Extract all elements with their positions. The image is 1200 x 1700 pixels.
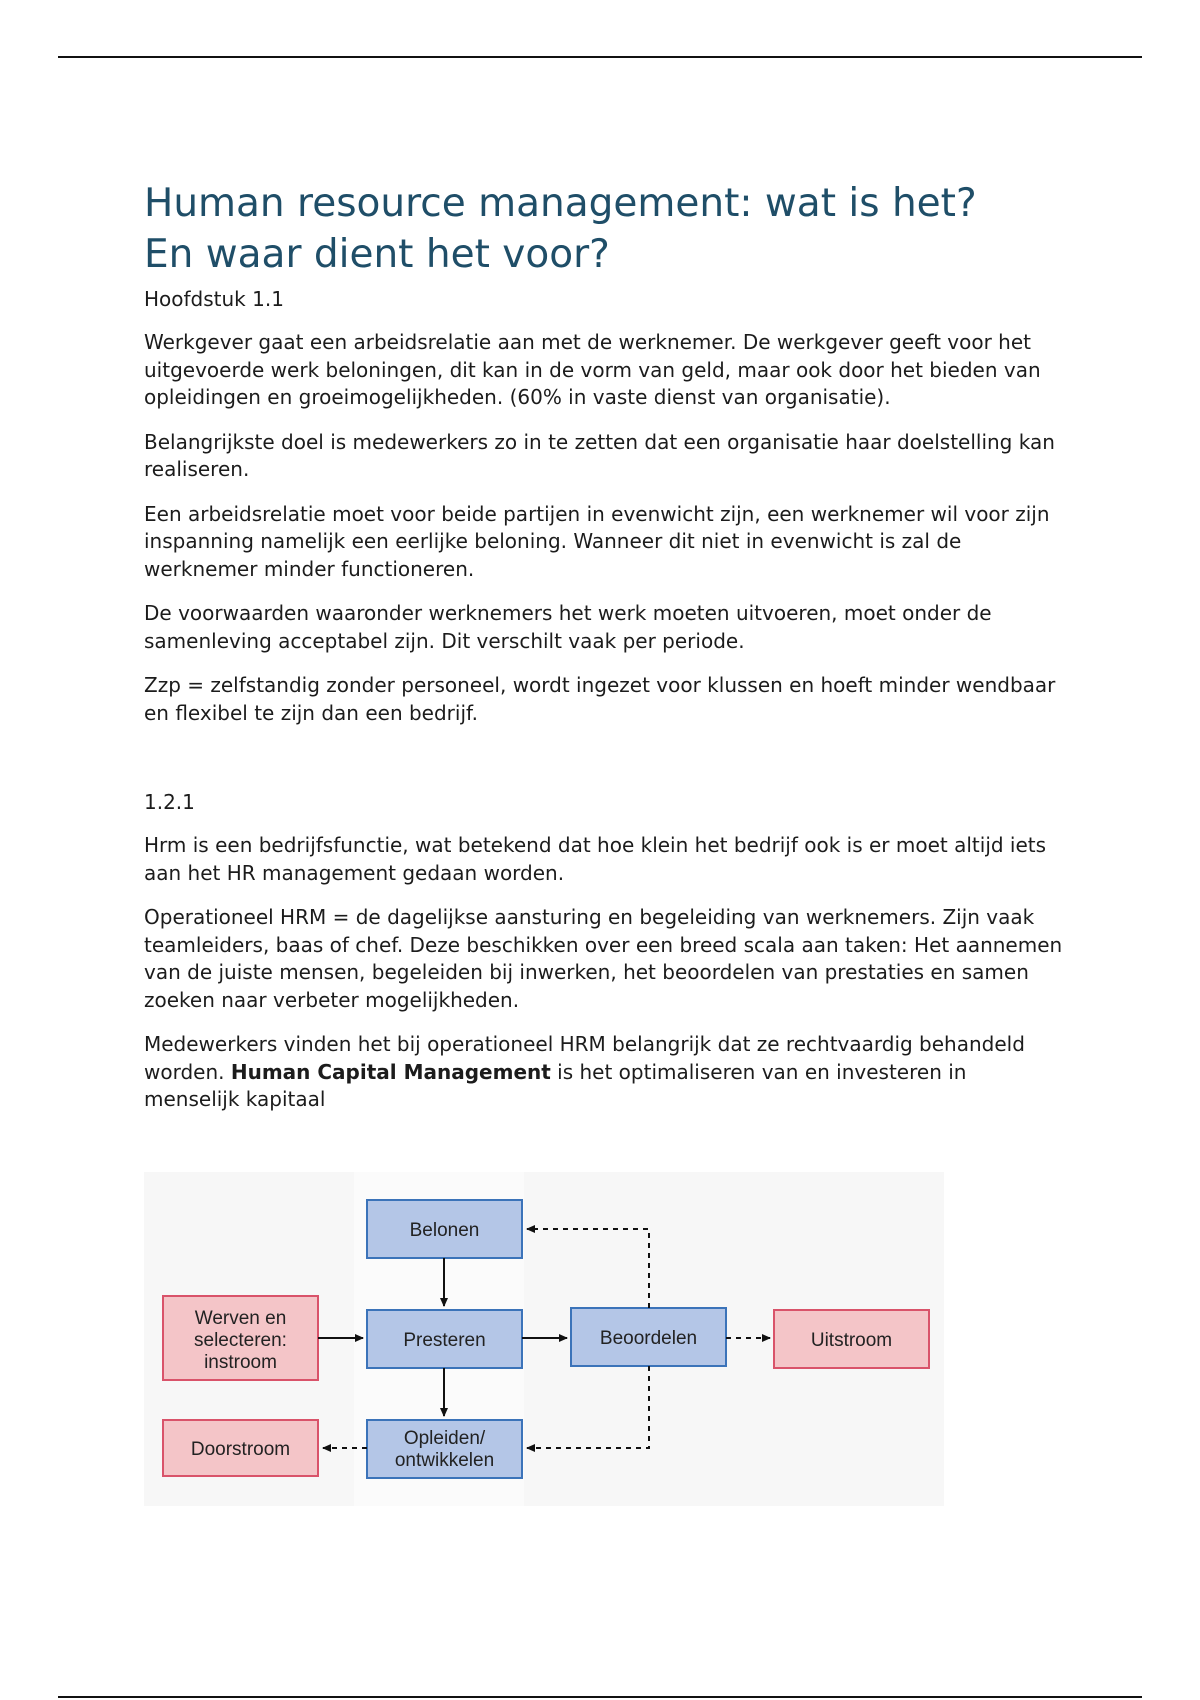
paragraph: Een arbeidsrelatie moet voor beide partijen in evenwicht zijn, een werknemer wil voor zijn inspanning namelijk een eerlijke beloning. Wanneer dit niet in evenwicht is zal de werknemer minder functioneren. <box>144 501 1050 581</box>
document-body <box>144 178 1064 1131</box>
presteren-box <box>367 1310 522 1368</box>
title-line-1: Human resource management: wat is het? <box>144 181 977 226</box>
opleiden-label-2: ontwikkelen <box>394 1450 495 1471</box>
page-title <box>144 178 1064 280</box>
werven-label-1: Werven en <box>194 1308 287 1329</box>
hcm-text-before: Medewerkers vinden het bij operationeel HRM belangrijk dat ze rechtvaardig behandeld worden. <box>144 1032 1025 1084</box>
doorstroom-box <box>163 1420 318 1476</box>
title-line-2: En waar dient het voor? <box>144 232 610 277</box>
doorstroom-label: Doorstroom <box>190 1439 291 1460</box>
opleiden-box <box>367 1420 522 1478</box>
uitstroom-label: Uitstroom <box>810 1330 893 1351</box>
uitstroom-box <box>774 1310 929 1368</box>
werven-box <box>163 1296 318 1380</box>
werven-label-3: instroom <box>204 1352 277 1373</box>
hcm-text-after: is het optimaliseren van en investeren in menselijk kapitaal <box>144 1059 967 1111</box>
paragraph: Zzp = zelfstandig zonder personeel, wordt ingezet voor klussen en hoeft minder wendbaar en flexibel te zijn dan een bedrijf. <box>144 673 1056 725</box>
chapter-subtitle: Hoofdstuk 1.1 <box>144 287 284 311</box>
bottom-rule <box>58 1696 1142 1698</box>
hrm-flow-diagram <box>144 1172 944 1506</box>
hcm-term: Human Capital Management <box>230 1059 551 1084</box>
paragraph-hcm <box>144 1031 1064 1114</box>
paragraph: Belangrijkste doel is medewerkers zo in te zetten dat een organisatie haar doelstelling kan realiseren. <box>144 429 1055 481</box>
werven-label-2: selecteren: <box>194 1330 287 1351</box>
paragraph: Hrm is een bedrijfsfunctie, wat betekend dat hoe klein het bedrijf ook is er moet altijd iets aan het HR management gedaan worden. <box>144 833 1047 885</box>
paragraph: De voorwaarden waaronder werknemers het werk moeten uitvoeren, moet onder de samenleving acceptabel zijn. Dit verschilt vaak per periode. <box>144 601 992 653</box>
section-number: 1.2.1 <box>144 790 195 814</box>
paragraph: Werkgever gaat een arbeidsrelatie aan met de werknemer. De werkgever geeft voor het uitgevoerde werk beloningen, dit kan in de vorm van geld, maar ook door het bieden van opleidingen en groeimogelijkheden. (60% in vaste dienst van organisatie). <box>144 330 1041 409</box>
beoordelen-label: Beoordelen <box>599 1328 698 1349</box>
belonen-label: Belonen <box>409 1220 480 1241</box>
top-rule <box>58 56 1142 58</box>
paragraph: Operationeel HRM = de dagelijkse aansturing en begeleiding van werknemers. Zijn vaak teamleiders, baas of chef. Deze beschikken over een breed scala aan taken: Het aannemen van de juiste mensen, begeleiden bij inwerken, het beoordelen van prestaties en samen zoeken naar verbeter mogelijkheden. <box>144 905 1063 1012</box>
opleiden-label-1: Opleiden/ <box>403 1428 486 1449</box>
belonen-box <box>367 1200 522 1258</box>
presteren-label: Presteren <box>403 1330 486 1351</box>
beoordelen-box <box>571 1308 726 1366</box>
